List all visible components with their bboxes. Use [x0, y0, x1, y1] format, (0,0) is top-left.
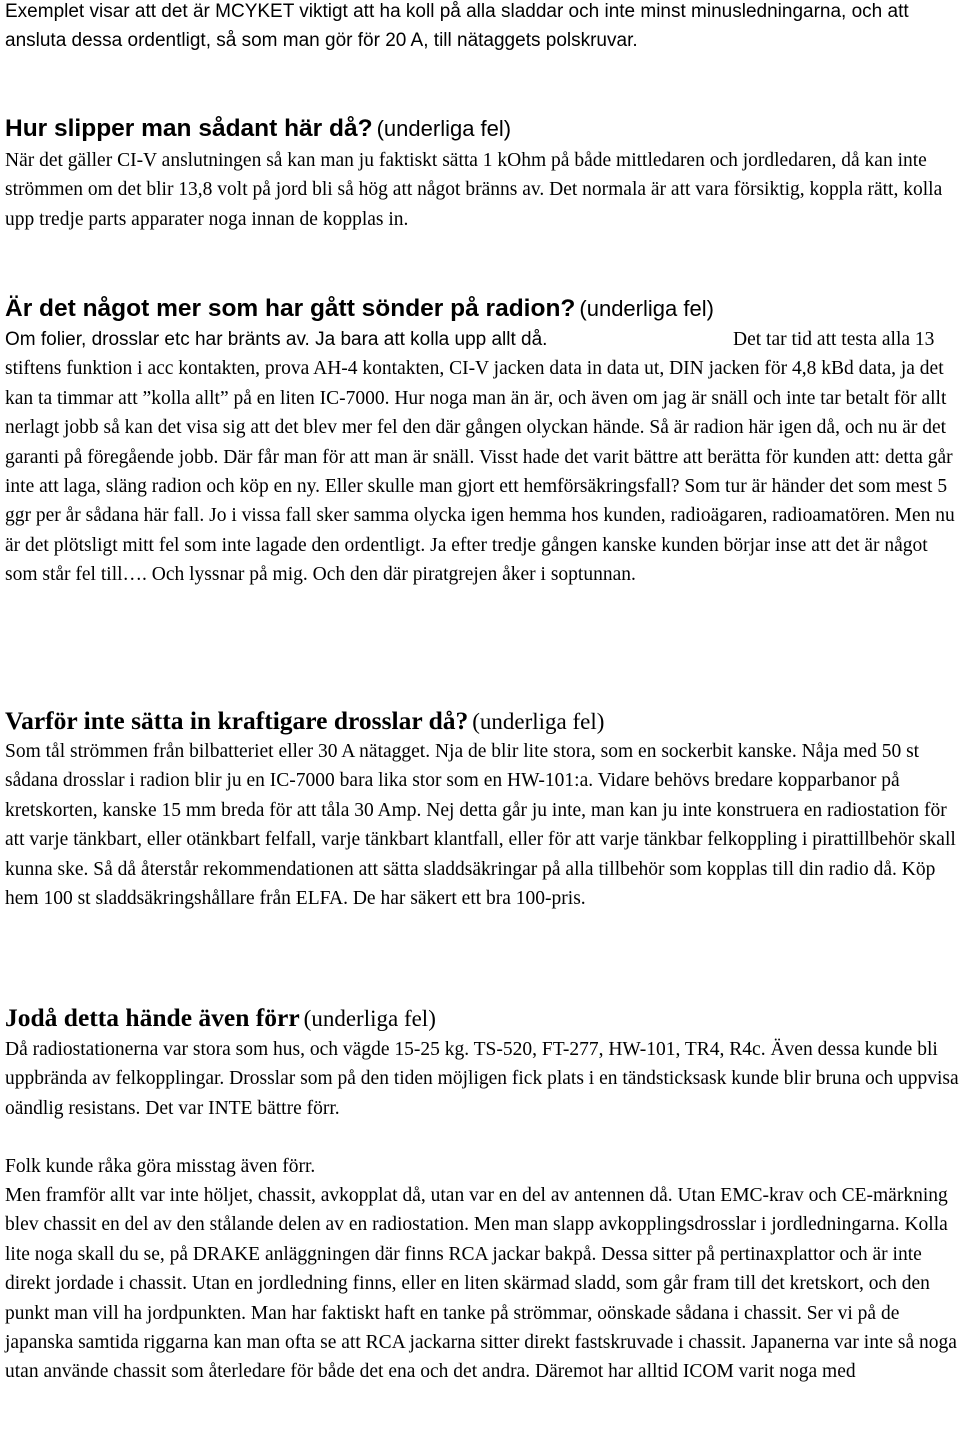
section-paragraph: Det tar tid att testa alla 13 stiftens funktion i acc kontakten, prova AH-4 kontakten, CI-V jacken data in data ut, DIN jacken för 4,8 kBd data, ja det kan ta timmar att ”kolla allt” på en liten IC-7000. Hur noga man än är, och även om jag är snäll och inte tar betalt för allt nerlagt jobb så kan det visa sig att det blev mer fel den där gången olyckan hände. Så är radion här igen då, och nu är det garanti på föregående jobb. Där får man för att man är snäll. Visst hade det varit bättre att berätta för kunden att: detta går inte att laga, släng radion och köp en ny. Eller skulle man gjort ett hemförsäkringsfall? Som tur är händer det som mest 5 ggr per år sådana här fall. Jo i vissa fall sker samma olycka igen hemma hos kunden, radioägaren, radioamatören. Men nu är det plötsligt mitt fel som inte lagade den ordentligt. Ja efter tredje gången kanske kunden börjar inse att det är något som står fel till…. Och lyssnar på mig. Och den där piratgrejen åker i soptunnan.	[5, 329, 955, 586]
section-line: Folk kunde råka göra misstag även förr.	[5, 1156, 316, 1177]
section-paragraph: När det gäller CI-V anslutningen så kan man ju faktiskt sätta 1 kOhm på både mittledaren och jordledaren, då kan inte strömmen om det blir 13,8 volt på jord bli så hög att något bränns av. Det normala är att vara försiktig, koppla rätt, kolla upp tredje parts apparater noga innan de kopplas in.	[5, 150, 943, 230]
section-paragraph: Men framför allt var inte höljet, chassit, avkopplat då, utan var en del av antennen då. Utan EMC-krav och CE-märkning blev chassit en del av den stålande delen av en radiostation. Men man slapp avkopplingsdrosslar i jordledningarna. Kolla lite noga skall du se, på DRAKE anläggningen där finns RCA jackar bakpå. Dessa sitter på pertinaxplattor och är inte direkt jordade i chassit. Utan en jordledning finns, eller en liten skärmad sladd, som går fram till det kretskort, och den punkt man vill ha jordpunkten. Man har faktiskt haft en tanke på strömmar, oönskade sådana i chassit. Ser vi på de japanska samtida riggarna kan man ofta se att RCA jackarna sitter direkt fastskruvade i chassit. Japanerna var inte så noga utan använde chassit som återledare för både det ena och det andra. Däremot har alltid ICOM varit noga med	[5, 1185, 957, 1383]
section-heading	[5, 114, 960, 147]
heading-note: (underliga fel)	[303, 1006, 436, 1031]
section-paragraph: Som tål strömmen från bilbatteriet eller 30 A nätagget. Nja de blir lite stora, som en sockerbit kanske. Nåja med 50 st sådana drosslar i radion blir ju en IC-7000 bara lika stor som en HW-101:a. Vidare behövs bredare kopparbanor på kretskorten, kanske 15 mm breda för att tåla 30 Amp. Nej detta går ju inte, man kan ju inte konstruera en radiostation för att varje tänkbart, eller otänkbart felfall, varje tänkbart klantfall, eller för att varje tänkbar felkoppling i pirattillbehör skall kunna ske. Så då återstår rekommendationen att sätta sladdsäkringar på alla tillbehör som kopplas till din radio då. Köp hem 100 st sladdsäkringshållare från ELFA. De har säkert ett bra 100-pris.	[5, 741, 956, 910]
heading-title: Varför inte sätta in kraftigare drosslar då?	[5, 706, 469, 735]
heading-title: Är det något mer som har gått sönder på radion?	[5, 295, 576, 322]
section-lead: Om folier, drosslar etc har bränts av. Ja bara att kolla upp allt då.	[5, 329, 548, 350]
heading-title: Hur slipper man sådant här då?	[5, 115, 373, 142]
heading-note: (underliga fel)	[579, 296, 714, 321]
section-heading	[5, 294, 960, 327]
section-heading	[5, 1003, 960, 1037]
intro-paragraph: Exemplet visar att det är MCYKET viktigt att ha koll på alla sladdar och inte minst minusledningarna, och att ansluta dessa ordentligt, så som man gör för 20 A, till nätaggets polskruvar.	[5, 1, 909, 52]
section-heading	[5, 706, 960, 740]
heading-note: (underliga fel)	[376, 116, 512, 141]
section-paragraph: Då radiostationerna var stora som hus, och vägde 15-25 kg. TS-520, FT-277, HW-101, TR4, R4c. Även dessa kunde bli uppbrända av felkopplingar. Drosslar som på den tiden möjligen fick plats i en tändsticksask kunde blir bruna och uppvisa oändlig resistans. Det var INTE bättre förr.	[5, 1039, 959, 1119]
heading-title: Jodå detta hände även förr	[5, 1003, 300, 1032]
heading-note: (underliga fel)	[472, 709, 605, 734]
